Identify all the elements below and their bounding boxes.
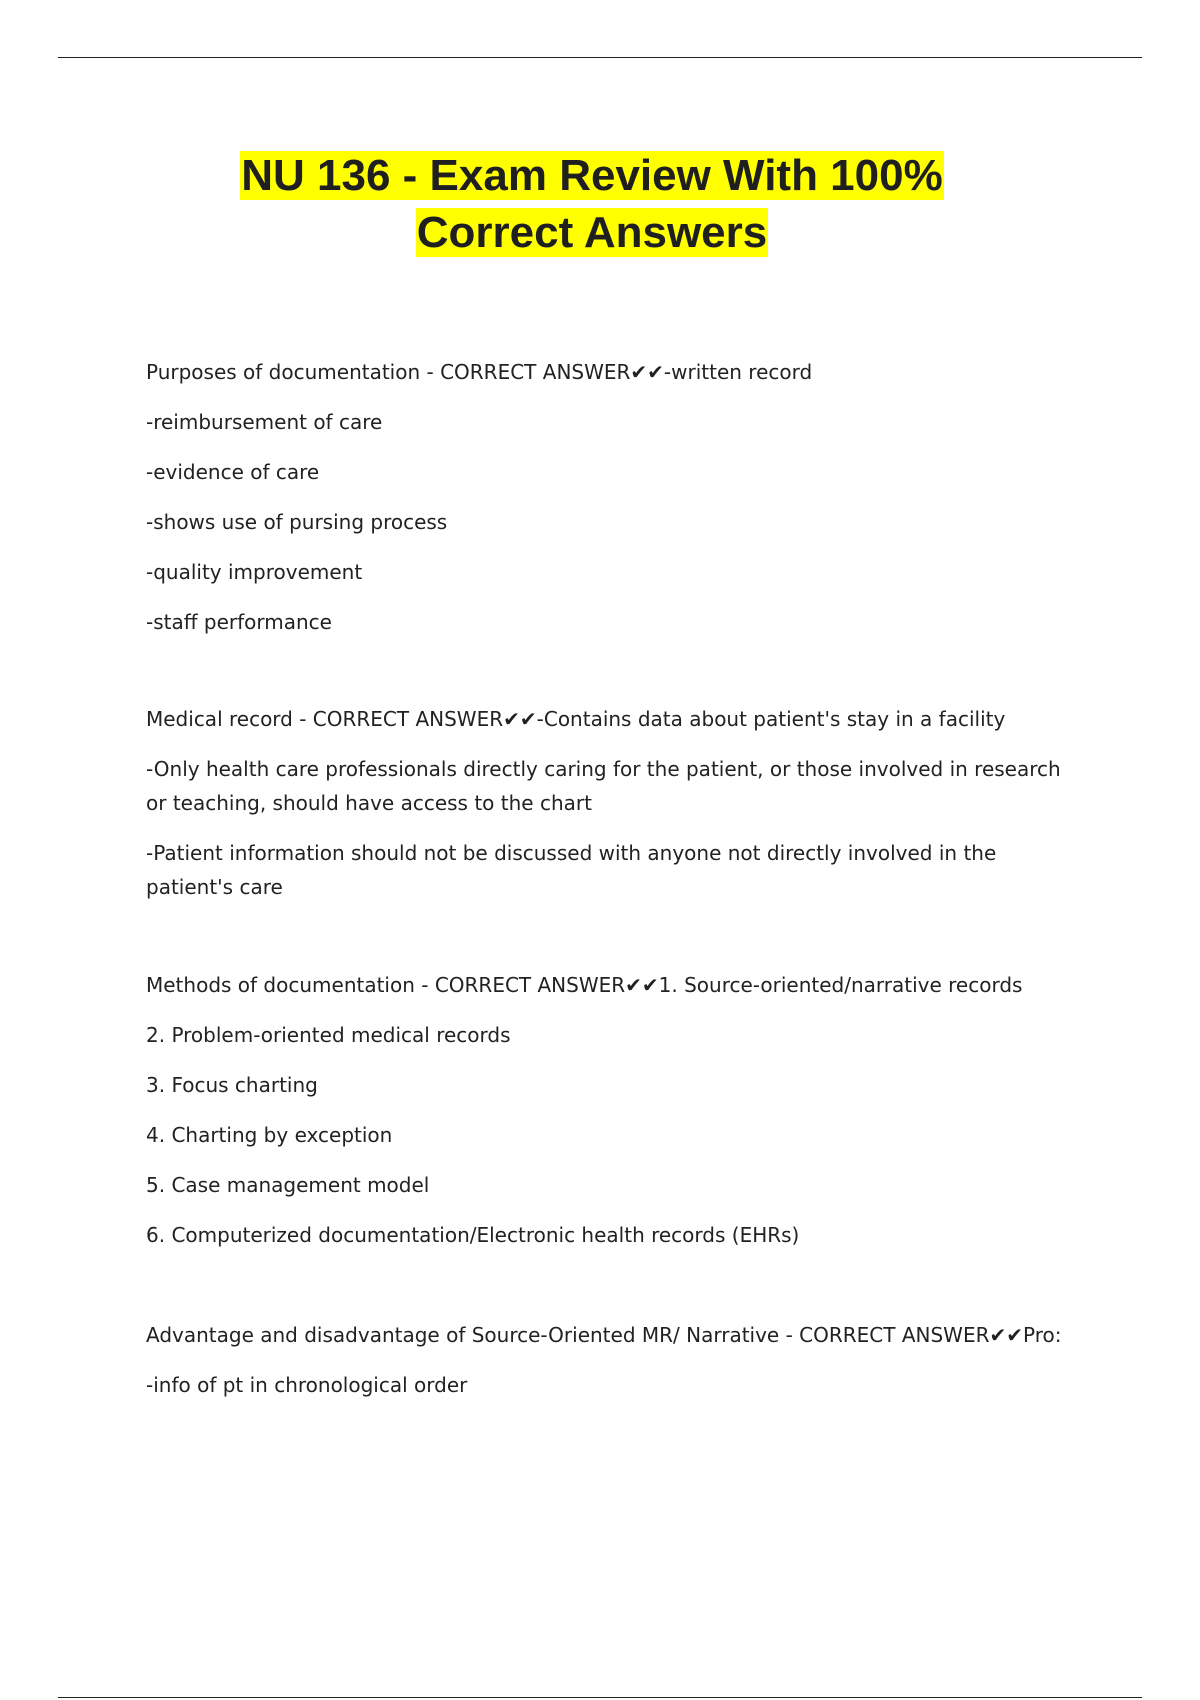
answer-line: 4. Charting by exception: [146, 1123, 393, 1147]
header-rule: [58, 57, 1142, 58]
qa-block-purposes: [146, 355, 1076, 639]
qa-block-methods: [146, 968, 1076, 1252]
footer-rule: [58, 1697, 1142, 1698]
answer-line: -shows use of pursing process: [146, 510, 448, 534]
answer-line: -quality improvement: [146, 560, 363, 584]
question-line: Advantage and disadvantage of Source-Oriented MR/ Narrative - CORRECT ANSWER✔✔Pro:: [146, 1323, 1062, 1347]
question-line: Purposes of documentation - CORRECT ANSWER✔✔-written record: [146, 360, 813, 384]
question-line: Medical record - CORRECT ANSWER✔✔-Contains data about patient's stay in a facility: [146, 707, 1006, 731]
answer-line: -staff performance: [146, 610, 332, 634]
title-line-2: Correct Answers: [416, 208, 768, 257]
answer-line: -info of pt in chronological order: [146, 1373, 468, 1397]
qa-block-medical-record: [146, 702, 1076, 904]
answer-line: 5. Case management model: [146, 1173, 430, 1197]
answer-line: -Patient information should not be discussed with anyone not directly involved in the patient's care: [146, 841, 997, 899]
answer-line: 2. Problem-oriented medical records: [146, 1023, 511, 1047]
document-body: [146, 355, 1076, 1465]
answer-line: -evidence of care: [146, 460, 320, 484]
answer-line: -Only health care professionals directly caring for the patient, or those involved in research or teaching, should have access to the chart: [146, 757, 1061, 815]
answer-line: 6. Computerized documentation/Electronic health records (EHRs): [146, 1223, 800, 1247]
answer-line: 3. Focus charting: [146, 1073, 318, 1097]
answer-line: -reimbursement of care: [146, 410, 383, 434]
qa-block-source-oriented: [146, 1318, 1076, 1402]
title-line-1: NU 136 - Exam Review With 100%: [241, 151, 943, 200]
page-title: [148, 147, 1036, 261]
question-line: Methods of documentation - CORRECT ANSWER✔✔1. Source-oriented/narrative records: [146, 973, 1023, 997]
